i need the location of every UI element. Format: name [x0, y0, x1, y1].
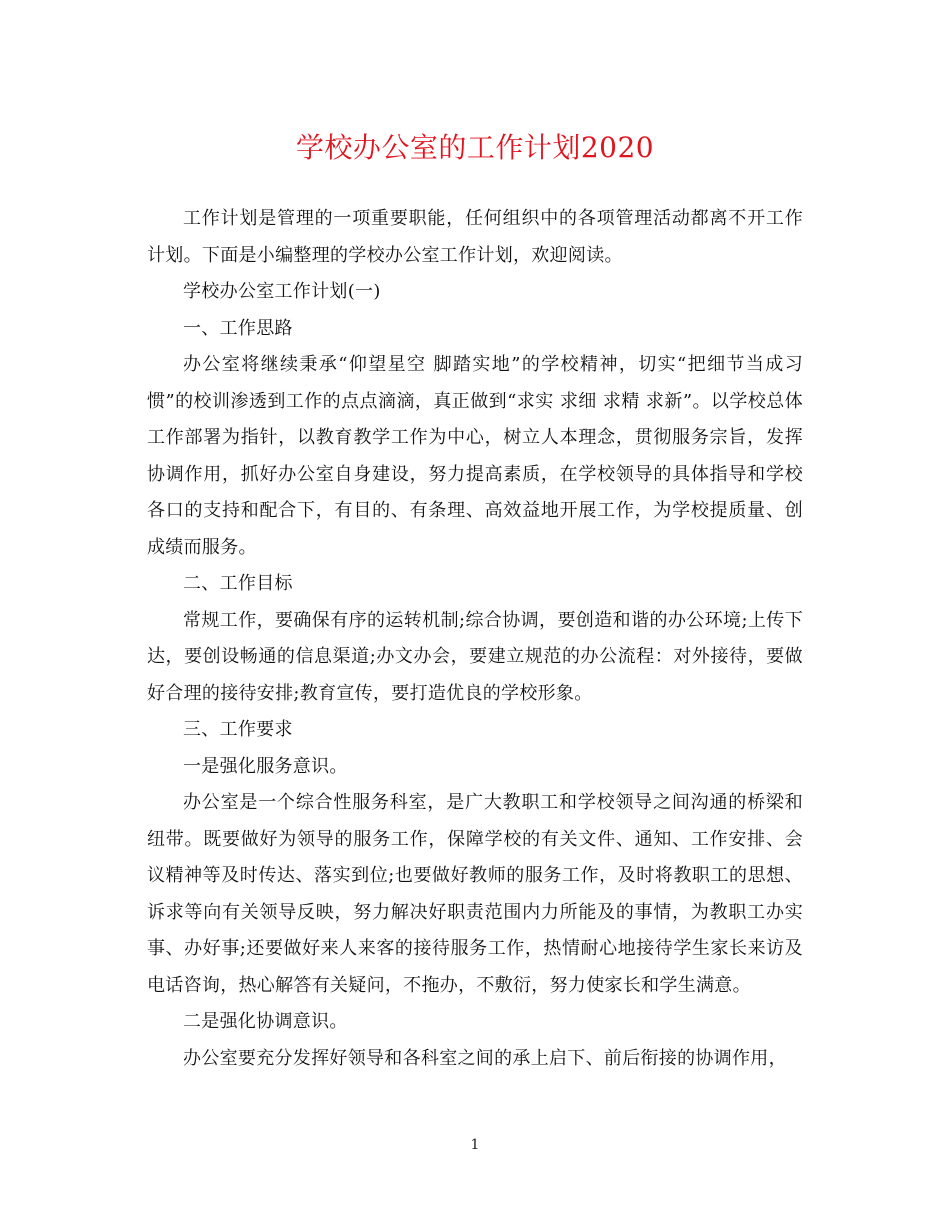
document-title: 学校办公室的工作计划2020 — [295, 131, 655, 164]
section-heading-work-requirements: 三、工作要求 — [183, 719, 293, 740]
page-number: 1 — [470, 1137, 480, 1153]
work-approach-paragraph: 办公室将继续秉承“仰望星空 脚踏实地”的学校精神，切实“把细节当成习惯”的校训渗透到工作的点点滴滴，真正做到“求实 求细 求精 求新”。以学校总体工作部署为指针，以教育教学工作为中心，树立人本理念，贯彻服务宗旨，发挥协调作用，抓好办公室自身建设，努力提高素质，在学校领导的具体指导和学校各口的支持和配合下，有目的、有条理、高效益地开展工作，为学校提质量、创成绩而服务。 — [147, 354, 803, 558]
requirement-one-heading: 一是强化服务意识。 — [183, 755, 348, 777]
section-heading-work-goals: 二、工作目标 — [183, 573, 293, 594]
requirement-two-heading: 二是强化协调意识。 — [183, 1011, 348, 1032]
document-body — [147, 201, 803, 1077]
work-goals-paragraph: 常规工作，要确保有序的运转机制;综合协调，要创造和谐的办公环境;上传下达，要创设畅通的信息渠道;办文办会，要建立规范的办公流程：对外接待，要做好合理的接待安排;教育宣传，要打造优良的学校形象。 — [147, 609, 803, 704]
requirement-two-paragraph: 办公室要充分发挥好领导和各科室之间的承上启下、前后衔接的协调作用， — [183, 1047, 787, 1069]
requirement-one-paragraph: 办公室是一个综合性服务科室，是广大教职工和学校领导之间沟通的桥梁和纽带。既要做好为领导的服务工作，保障学校的有关文件、通知、工作安排、会议精神等及时传达、落实到位;也要做好教师的服务工作，及时将教职工的思想、诉求等向有关领导反映，努力解决好职责范围内力所能及的事情，为教职工办实事、办好事;还要做好来人来客的接待服务工作，热情耐心地接待学生家长来访及电话咨询，热心解答有关疑问，不拖办，不敷衍，努力使家长和学生满意。 — [147, 792, 803, 996]
section-heading-work-approach: 一、工作思路 — [183, 317, 293, 339]
intro-paragraph: 工作计划是管理的一项重要职能，任何组织中的各项管理活动都离不开工作计划。下面是小编整理的学校办公室工作计划，欢迎阅读。 — [147, 208, 803, 266]
plan-heading: 学校办公室工作计划(一) — [183, 281, 381, 302]
